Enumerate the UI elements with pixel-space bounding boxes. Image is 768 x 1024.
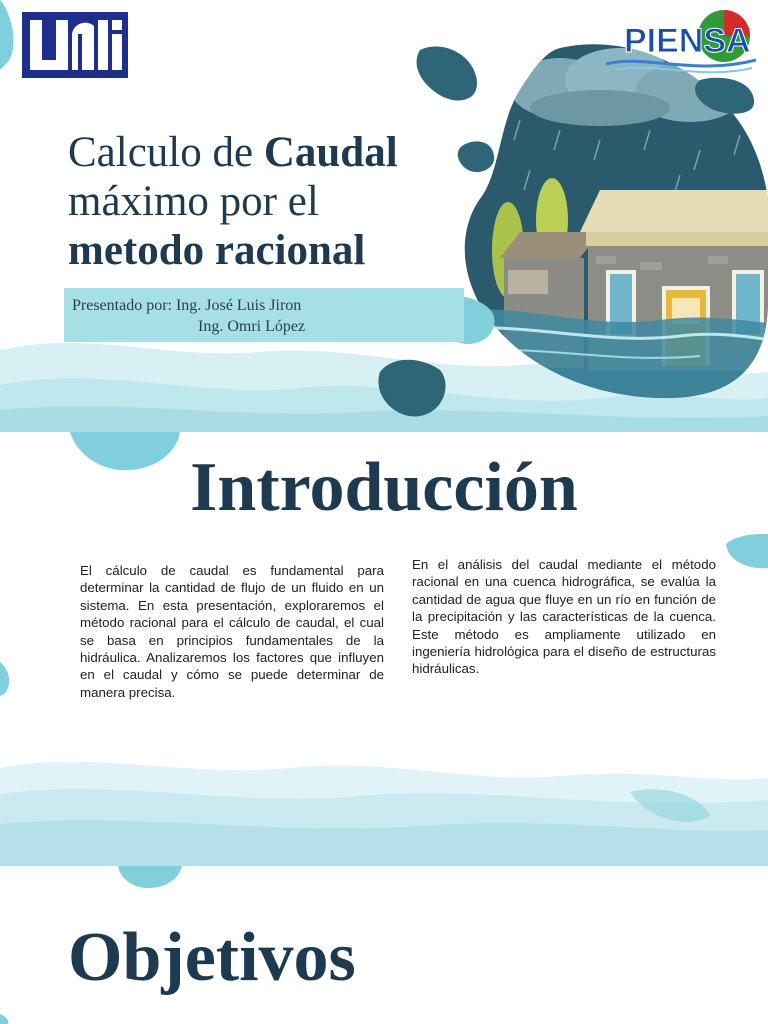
title-line3: metodo racional <box>68 227 366 274</box>
presenter-line2: Ing. Omri López <box>198 318 306 335</box>
cover-slide <box>0 0 768 432</box>
svg-text:PIENSA: PIENSA <box>624 22 751 60</box>
objectives-heading: Objetivos <box>68 919 356 996</box>
objectives-slide <box>0 866 768 1024</box>
university-logo <box>22 12 128 78</box>
presenter-credits <box>72 295 305 337</box>
intro-paragraph-right: En el análisis del caudal mediante el método racional en una cuenca hidrográfica, se evalúa la cantidad de agua que fluye en un río en función de la precipitación y las características de la cuenca. Este método es ampliamente utilizado en ingeniería hidrológica para el diseño de estructuras hidráulicas. <box>412 557 716 677</box>
presenter-line1: Presentado por: Ing. José Luis Jiron <box>72 297 302 314</box>
intro-heading: Introducción <box>190 449 578 526</box>
cover-title <box>68 128 488 275</box>
intro-slide <box>0 432 768 866</box>
title-line2: máximo por el <box>68 178 319 225</box>
title-line1-regular: Calculo de <box>68 129 264 176</box>
title-line1-bold: Caudal <box>263 129 398 176</box>
intro-paragraph-left: El cálculo de caudal es fundamental para determinar la cantidad de flujo de un fluido en un sistema. En esta presentación, exploraremos el método racional para el cálculo de caudal, el cual se basa en principios fundamentales de la hidráulica. Analizaremos los factores que influyen en el caudal y cómo se puede determinar de manera precisa. <box>80 563 384 700</box>
piensa-logo <box>606 6 756 80</box>
